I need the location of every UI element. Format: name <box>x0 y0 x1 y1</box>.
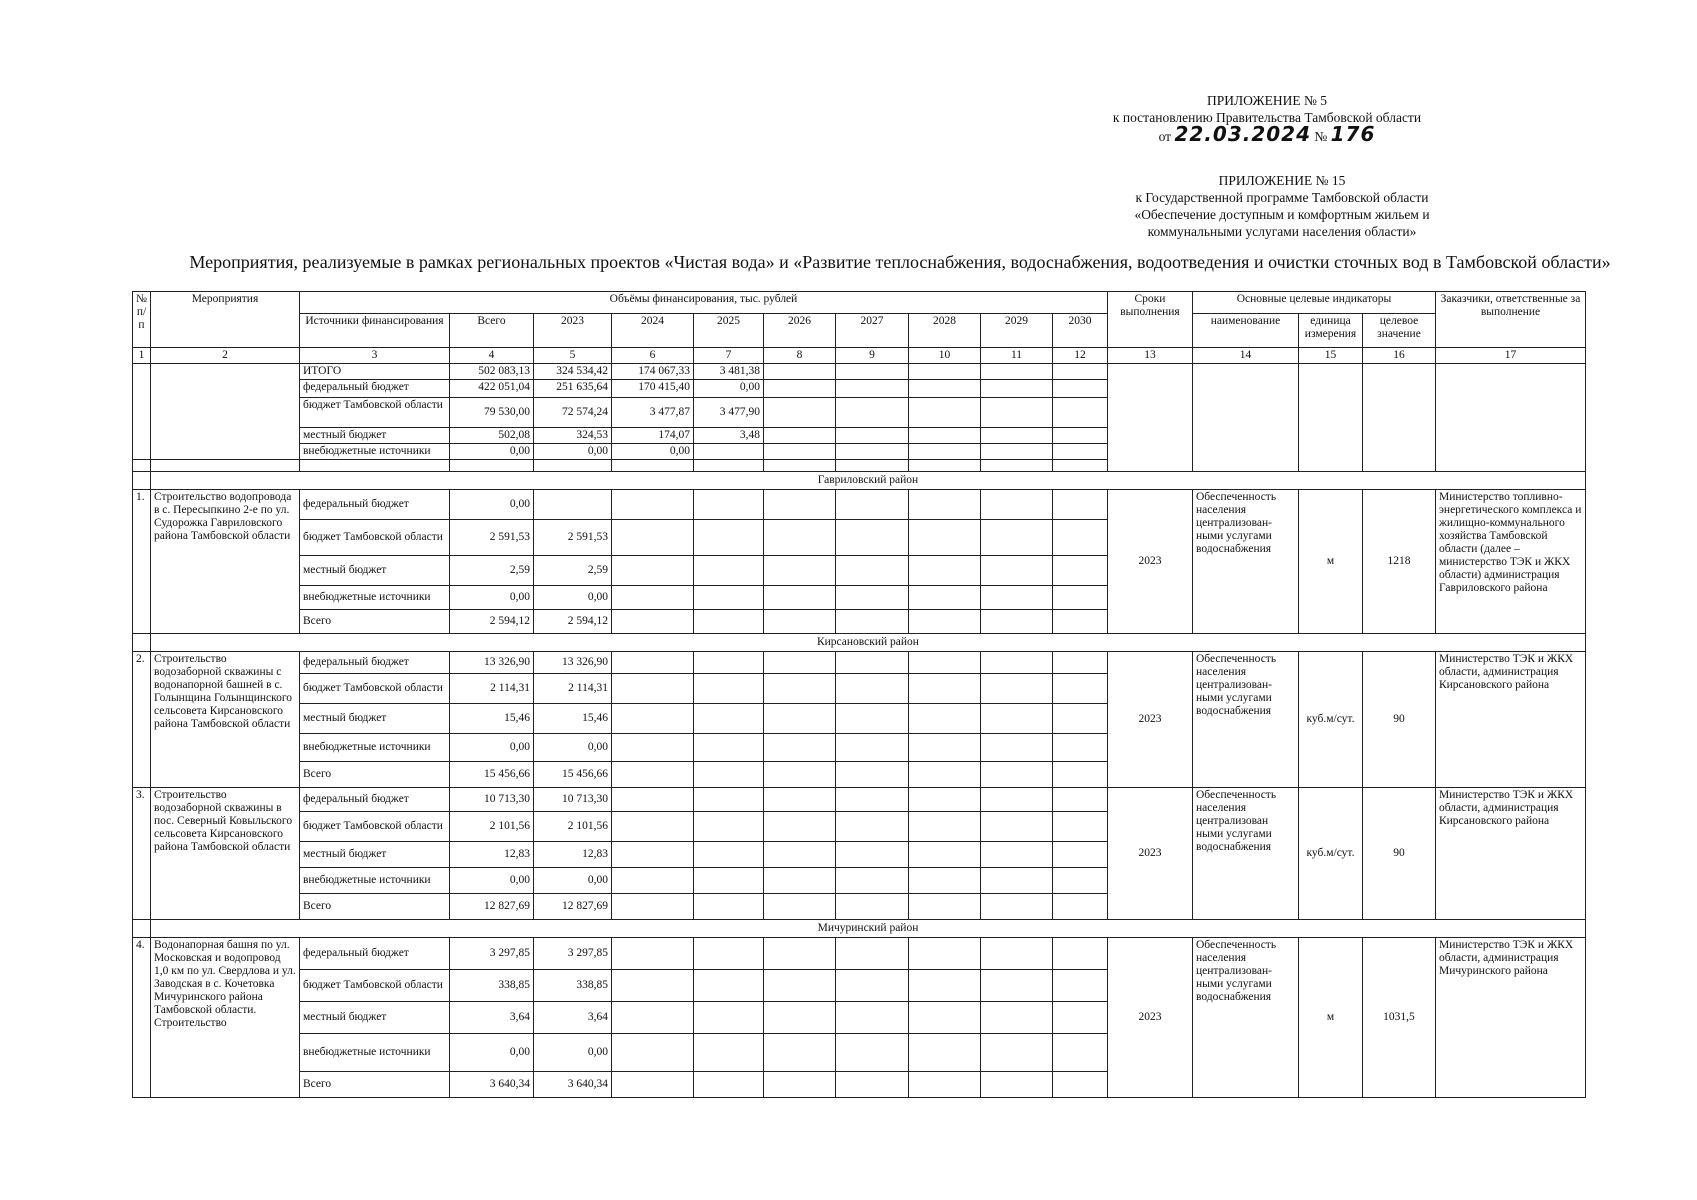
indicator-target: 1031,5 <box>1362 938 1435 1098</box>
total-value: 2 114,31 <box>449 674 533 704</box>
source-label: Всего <box>299 894 449 920</box>
source-label: внебюджетные источники <box>299 868 449 894</box>
appendix-5-title: ПРИЛОЖЕНИЕ № 5 <box>1206 93 1328 108</box>
column-number: 10 <box>908 348 980 364</box>
indicator-target: 90 <box>1362 652 1435 788</box>
col-sources-header: Источники финансирования <box>299 314 449 348</box>
y2024-value: 0,00 <box>611 444 693 460</box>
total-value: 2 591,53 <box>449 520 533 556</box>
col-ind-name-header: наименование <box>1192 314 1298 348</box>
y2023-value: 2 114,31 <box>533 674 611 704</box>
indicator-name: Обеспеченность населения централизован-ными услугами водоснабжения <box>1192 938 1298 1098</box>
from-label: от <box>1158 129 1172 144</box>
item-term: 2023 <box>1107 938 1192 1098</box>
source-label: ИТОГО <box>299 364 449 380</box>
source-label: местный бюджет <box>299 428 449 444</box>
indicator-target: 90 <box>1362 788 1435 920</box>
appendix-5-date-line <box>1077 122 1457 146</box>
total-value: 79 530,00 <box>449 398 533 428</box>
y2023-value: 12,83 <box>533 842 611 868</box>
total-value: 2 101,56 <box>449 812 533 842</box>
item-row <box>133 490 1586 520</box>
col-year-header: 2026 <box>763 314 835 348</box>
column-number: 16 <box>1362 348 1435 364</box>
item-name: Строительство водозаборной скважины с водонапорной башней в с. Голынщина Голынщинского сельсовета Кирсановского района Тамбовской области <box>150 652 299 788</box>
total-value: 0,00 <box>449 586 533 610</box>
column-number: 14 <box>1192 348 1298 364</box>
y2024-value: 170 415,40 <box>611 380 693 398</box>
y2023-value: 0,00 <box>533 734 611 762</box>
total-value: 15 456,66 <box>449 762 533 788</box>
total-value: 12,83 <box>449 842 533 868</box>
column-number: 4 <box>449 348 533 364</box>
y2025-value: 0,00 <box>693 380 763 398</box>
handwritten-date: 22.03.2024 <box>1174 122 1311 146</box>
document-title: Мероприятия, реализуемые в рамках региональных проектов «Чистая вода» и «Развитие теплоснабжения, водоснабжения, водоотведения и очистки сточных вод в Тамбовской области» <box>189 252 1611 272</box>
source-label: федеральный бюджет <box>299 490 449 520</box>
y2023-value: 72 574,24 <box>533 398 611 428</box>
y2023-value: 0,00 <box>533 586 611 610</box>
column-number: 2 <box>150 348 299 364</box>
y2023-value: 15 456,66 <box>533 762 611 788</box>
item-number: 3. <box>133 788 151 920</box>
source-label: внебюджетные источники <box>299 734 449 762</box>
column-number: 11 <box>980 348 1052 364</box>
district-name: Гавриловский район <box>150 472 1585 490</box>
y2025-value: 3 477,90 <box>693 398 763 428</box>
col-year-header: 2023 <box>533 314 611 348</box>
col-year-header: 2025 <box>693 314 763 348</box>
column-number: 17 <box>1435 348 1585 364</box>
appendix-15-header <box>1102 172 1462 240</box>
col-customers-header: Заказчики, ответственные за выполнение <box>1435 292 1585 348</box>
item-row <box>133 938 1586 970</box>
column-number: 12 <box>1052 348 1107 364</box>
y2025-value <box>693 444 763 460</box>
col-terms-header: Сроки выполнения <box>1107 292 1192 348</box>
item-row <box>133 788 1586 812</box>
col-ind-target-header: целевое значение <box>1362 314 1435 348</box>
indicator-unit: м <box>1298 490 1362 634</box>
item-term: 2023 <box>1107 788 1192 920</box>
customer: Министерство ТЭК и ЖКХ области, администрация Кирсановского района <box>1435 788 1585 920</box>
col-year-header: 2027 <box>835 314 908 348</box>
appendix-15-line3: «Обеспечение доступным и комфортным жильем и <box>1134 207 1430 222</box>
indicator-name: Обеспеченность населения централизован ными услугами водоснабжения <box>1192 788 1298 920</box>
indicator-unit: куб.м/сут. <box>1298 788 1362 920</box>
total-value: 13 326,90 <box>449 652 533 674</box>
indicator-unit: м <box>1298 938 1362 1098</box>
y2023-value: 3,64 <box>533 1002 611 1034</box>
y2023-value: 3 640,34 <box>533 1072 611 1098</box>
appendix-5-header <box>1077 92 1457 145</box>
district-row <box>133 472 1586 490</box>
indicator-unit: куб.м/сут. <box>1298 652 1362 788</box>
column-number: 6 <box>611 348 693 364</box>
total-value: 3 640,34 <box>449 1072 533 1098</box>
source-label: местный бюджет <box>299 842 449 868</box>
source-label: федеральный бюджет <box>299 652 449 674</box>
y2023-value: 3 297,85 <box>533 938 611 970</box>
y2023-value: 15,46 <box>533 704 611 734</box>
y2023-value: 338,85 <box>533 970 611 1002</box>
indicator-name: Обеспеченность населения централизован-ными услугами водоснабжения <box>1192 490 1298 634</box>
total-value: 15,46 <box>449 704 533 734</box>
y2023-value: 2,59 <box>533 556 611 586</box>
handwritten-number: 176 <box>1330 122 1376 146</box>
total-value: 2,59 <box>449 556 533 586</box>
source-label: Всего <box>299 1072 449 1098</box>
customer: Министерство ТЭК и ЖКХ области, администрация Мичуринского района <box>1435 938 1585 1098</box>
item-row <box>133 652 1586 674</box>
total-value: 502,08 <box>449 428 533 444</box>
y2023-value: 0,00 <box>533 1034 611 1072</box>
item-term: 2023 <box>1107 652 1192 788</box>
y2025-value: 3 481,38 <box>693 364 763 380</box>
customer: Министерство топливно-энергетического комплекса и жилищно-коммунального хозяйства Тамбовской области (далее – министерство ТЭК и ЖКХ области) администрация Гавриловского района <box>1435 490 1585 634</box>
y2023-value: 324 534,42 <box>533 364 611 380</box>
district-row <box>133 920 1586 938</box>
source-label: федеральный бюджет <box>299 380 449 398</box>
y2024-value: 174,07 <box>611 428 693 444</box>
appendix-15-line4: коммунальными услугами населения области» <box>1147 224 1417 239</box>
total-value: 422 051,04 <box>449 380 533 398</box>
source-label: местный бюджет <box>299 704 449 734</box>
column-number: 15 <box>1298 348 1362 364</box>
column-number-row <box>133 348 1586 364</box>
y2023-value: 2 591,53 <box>533 520 611 556</box>
col-funding-header: Объёмы финансирования, тыс. рублей <box>299 292 1107 314</box>
totals-row <box>133 364 1586 380</box>
district-row <box>133 634 1586 652</box>
y2023-value: 324,53 <box>533 428 611 444</box>
source-label: внебюджетные источники <box>299 444 449 460</box>
column-number: 9 <box>835 348 908 364</box>
col-total-header: Всего <box>449 314 533 348</box>
col-year-header: 2030 <box>1052 314 1107 348</box>
y2023-value: 2 101,56 <box>533 812 611 842</box>
total-value: 12 827,69 <box>449 894 533 920</box>
y2023-value: 0,00 <box>533 444 611 460</box>
source-label: Всего <box>299 610 449 634</box>
y2024-value: 3 477,87 <box>611 398 693 428</box>
item-name: Строительство водозаборной скважины в пос. Северный Ковыльского сельсовета Кирсановского района Тамбовской области <box>150 788 299 920</box>
source-label: Всего <box>299 762 449 788</box>
item-term: 2023 <box>1107 490 1192 634</box>
source-label: местный бюджет <box>299 1002 449 1034</box>
col-indicators-header: Основные целевые индикаторы <box>1192 292 1435 314</box>
source-label: федеральный бюджет <box>299 938 449 970</box>
y2023-value: 13 326,90 <box>533 652 611 674</box>
total-value: 502 083,13 <box>449 364 533 380</box>
col-year-header: 2024 <box>611 314 693 348</box>
y2023-value: 2 594,12 <box>533 610 611 634</box>
col-event-header: Мероприятия <box>150 292 299 348</box>
col-ind-unit-header: единица измерения <box>1298 314 1362 348</box>
item-name: Строительство водопровода в с. Пересыпкино 2-е по ул. Судорожка Гавриловского района Тамбовской области <box>150 490 299 634</box>
column-number: 7 <box>693 348 763 364</box>
appendix-15-title: ПРИЛОЖЕНИЕ № 15 <box>1218 173 1346 188</box>
indicator-name: Обеспеченность населения централизован-ными услугами водоснабжения <box>1192 652 1298 788</box>
measures-table <box>132 291 1586 1098</box>
y2025-value: 3,48 <box>693 428 763 444</box>
total-value: 3 297,85 <box>449 938 533 970</box>
col-num-header: № п/п <box>133 292 151 348</box>
source-label: бюджет Тамбовской области <box>299 398 449 428</box>
column-number: 3 <box>299 348 449 364</box>
total-value: 0,00 <box>449 444 533 460</box>
y2023-value <box>533 490 611 520</box>
source-label: федеральный бюджет <box>299 788 449 812</box>
item-number: 1. <box>133 490 151 634</box>
item-name: Водонапорная башня по ул. Московская и водопровод 1,0 км по ул. Свердлова и ул. Заводская в с. Кочетовка Мичуринского района Тамбовской области. Строительство <box>150 938 299 1098</box>
col-year-header: 2029 <box>980 314 1052 348</box>
total-value: 10 713,30 <box>449 788 533 812</box>
total-value: 2 594,12 <box>449 610 533 634</box>
total-value: 0,00 <box>449 1034 533 1072</box>
source-label: местный бюджет <box>299 556 449 586</box>
y2023-value: 12 827,69 <box>533 894 611 920</box>
col-year-header: 2028 <box>908 314 980 348</box>
source-label: внебюджетные источники <box>299 1034 449 1072</box>
source-label: бюджет Тамбовской области <box>299 970 449 1002</box>
y2023-value: 251 635,64 <box>533 380 611 398</box>
item-number: 2. <box>133 652 151 788</box>
y2023-value: 10 713,30 <box>533 788 611 812</box>
appendix-5-subtitle: к постановлению Правительства Тамбовской области <box>1112 110 1422 125</box>
total-value: 0,00 <box>449 734 533 762</box>
indicator-target: 1218 <box>1362 490 1435 634</box>
column-number: 5 <box>533 348 611 364</box>
district-name: Мичуринский район <box>150 920 1585 938</box>
source-label: бюджет Тамбовской области <box>299 812 449 842</box>
total-value: 0,00 <box>449 490 533 520</box>
customer: Министерство ТЭК и ЖКХ области, администрация Кирсановского района <box>1435 652 1585 788</box>
total-value: 0,00 <box>449 868 533 894</box>
item-number: 4. <box>133 938 151 1098</box>
source-label: внебюджетные источники <box>299 586 449 610</box>
y2023-value: 0,00 <box>533 868 611 894</box>
column-number: 13 <box>1107 348 1192 364</box>
column-number: 8 <box>763 348 835 364</box>
source-label: бюджет Тамбовской области <box>299 674 449 704</box>
total-value: 3,64 <box>449 1002 533 1034</box>
column-number: 1 <box>133 348 151 364</box>
source-label: бюджет Тамбовской области <box>299 520 449 556</box>
number-label: № <box>1314 129 1328 144</box>
district-name: Кирсановский район <box>150 634 1585 652</box>
appendix-15-line2: к Государственной программе Тамбовской области <box>1135 190 1429 205</box>
y2024-value: 174 067,33 <box>611 364 693 380</box>
total-value: 338,85 <box>449 970 533 1002</box>
